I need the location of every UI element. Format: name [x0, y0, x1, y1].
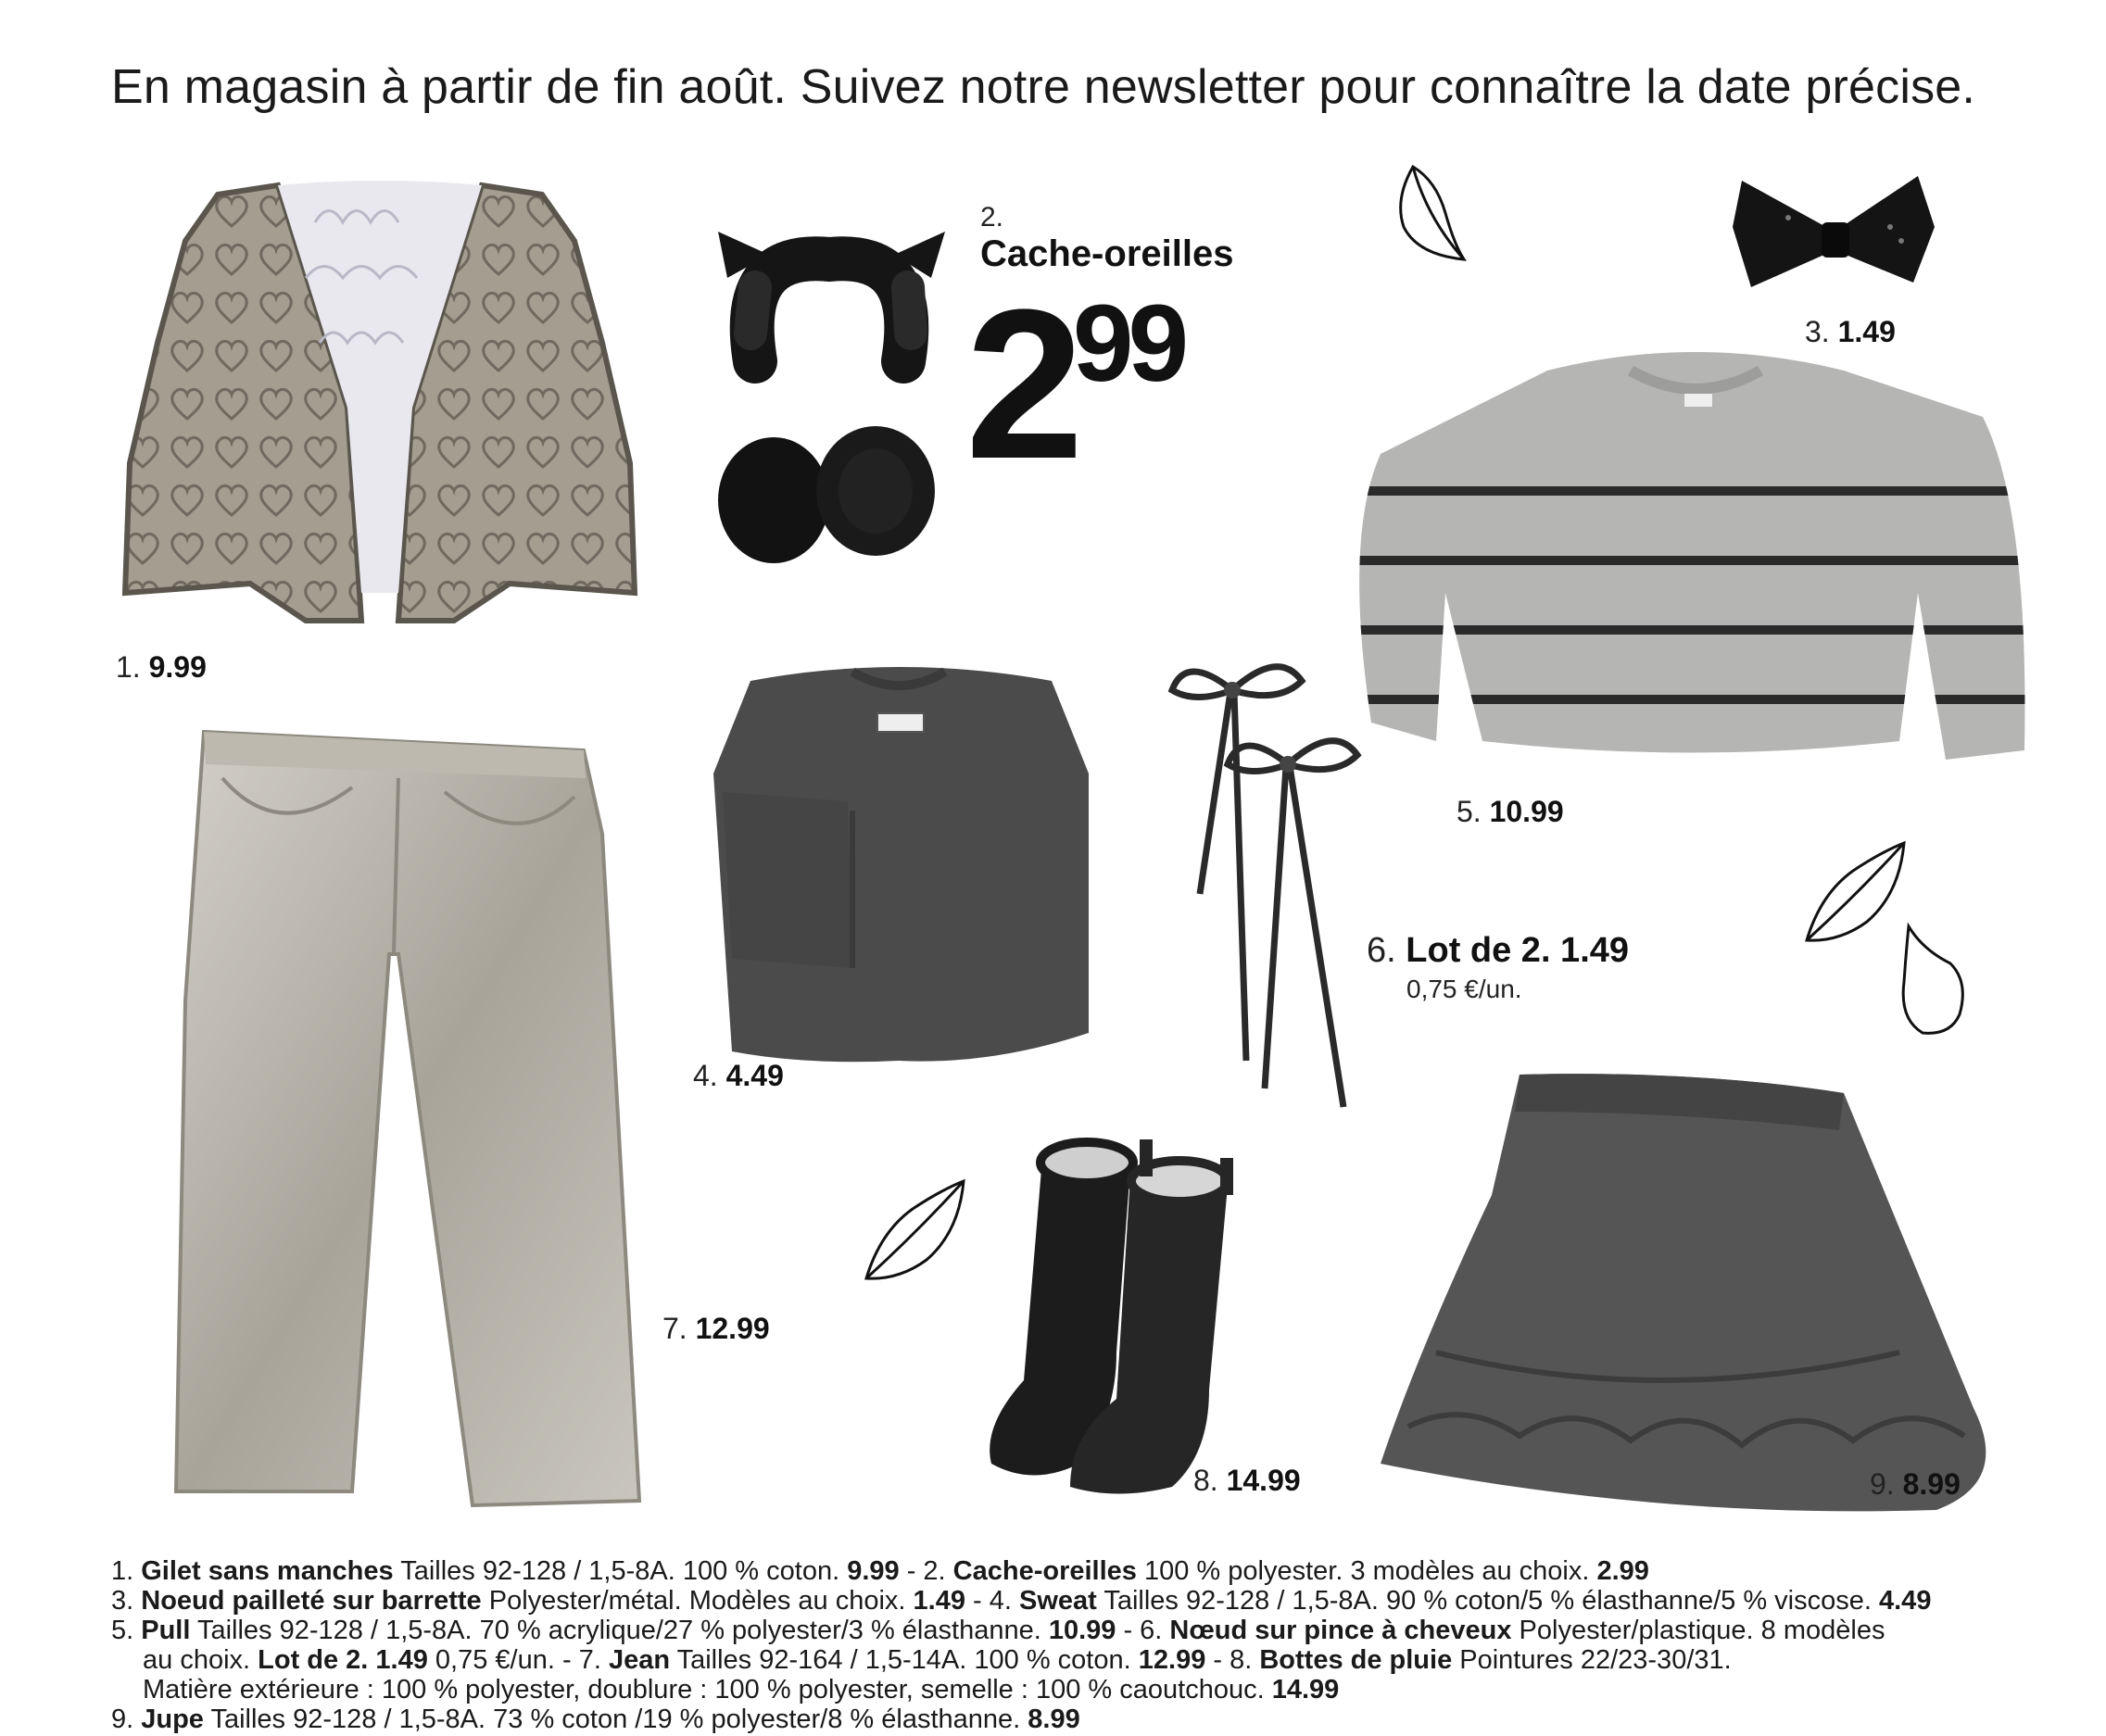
jeans-image: [167, 723, 649, 1510]
footer-bold-text: 9.99: [847, 1556, 900, 1586]
footer-text: Polyester/plastique. 8 modèles: [1511, 1616, 1885, 1645]
footer-bold-text: 2.99: [1596, 1556, 1649, 1586]
footer-text: Tailles 92-164 / 1,5-14A. 100 % coton.: [670, 1645, 1139, 1675]
footer-text: Polyester/métal. Modèles au choix.: [481, 1586, 914, 1616]
price-tag: [1805, 315, 1896, 349]
footer-bold-text: Bottes de pluie: [1259, 1645, 1453, 1675]
footer-text: - 4.: [965, 1586, 1019, 1616]
footer-bold-text: Noeud pailleté sur barrette: [141, 1586, 482, 1616]
price-tag-number: 3.: [1805, 315, 1830, 348]
footer-line: [111, 1556, 2075, 1586]
lot-number: 6.: [1367, 931, 1396, 970]
price-tag-price: 4.49: [725, 1059, 784, 1092]
price-tag: [1457, 795, 1564, 829]
footer-text: 1.: [111, 1556, 142, 1586]
footer-line: [111, 1586, 2075, 1616]
striped-sweater-image: [1343, 352, 2038, 778]
footer-text: Tailles 92-128 / 1,5-8A. 90 % coton/5 % élasthanne/5 % viscose.: [1096, 1586, 1879, 1616]
skirt-image: [1381, 1075, 2011, 1519]
footer-text: Tailles 92-128 / 1,5-8A. 70 % acrylique/27 % polyester/3 % élasthanne.: [190, 1616, 1049, 1645]
footer-bold-text: 8.99: [1028, 1705, 1080, 1734]
footer-bold-text: Sweat: [1018, 1586, 1097, 1616]
footer-text: Tailles 92-128 / 1,5-8A. 100 % coton.: [393, 1556, 848, 1586]
footer-text: Pointures 22/23-30/31.: [1452, 1645, 1732, 1675]
footer-bold-text: Gilet sans manches: [141, 1556, 394, 1586]
product-details-footer: [111, 1556, 2075, 1734]
footer-line: [111, 1675, 2075, 1705]
price-tag-price: 8.99: [1902, 1467, 1961, 1501]
price-tag-number: 7.: [662, 1312, 687, 1345]
price-tag: [693, 1059, 784, 1093]
footer-bold-text: Jupe: [141, 1705, 204, 1734]
price-tag-price: 1.49: [1837, 315, 1896, 348]
footer-bold-text: 4.49: [1879, 1586, 1932, 1616]
footer-line: [111, 1645, 2075, 1675]
featured-name: Cache-oreilles: [980, 233, 1234, 274]
price-tag-number: 4.: [693, 1059, 718, 1092]
footer-bold-text: 10.99: [1048, 1616, 1116, 1645]
footer-bold-text: Cache-oreilles: [952, 1556, 1137, 1586]
footer-text: - 6.: [1116, 1616, 1170, 1645]
price-tag-price: 9.99: [148, 650, 207, 684]
price-tag-number: 9.: [1870, 1467, 1895, 1501]
bow-image: [1733, 171, 1936, 301]
footer-text: 5.: [111, 1616, 142, 1645]
lot-label: Lot de 2. 1.49: [1406, 931, 1630, 970]
price-tag: [116, 650, 207, 685]
footer-text: - 8.: [1205, 1645, 1260, 1675]
footer-bold-text: Nœud sur pince à cheveux: [1169, 1616, 1512, 1645]
footer-text: Tailles 92-128 / 1,5-8A. 73 % coton /19 % polyester/8 % élasthanne.: [203, 1705, 1028, 1734]
earmuffs-image: [700, 232, 959, 565]
price-tag-number: 1.: [116, 650, 141, 684]
footer-bold-text: 1.49: [913, 1586, 965, 1616]
price-tag-number: 5.: [1457, 795, 1482, 828]
vest-image: [120, 185, 639, 648]
footer-bold-text: Lot de 2. 1.49: [258, 1645, 428, 1675]
footer-text: 3.: [111, 1586, 142, 1616]
dark-sweater-image: [713, 662, 1089, 1070]
footer-text: 100 % polyester. 3 modèles au choix.: [1136, 1556, 1597, 1586]
price-tag-price: 14.99: [1226, 1464, 1301, 1497]
price-tag: [662, 1312, 770, 1346]
footer-bold-text: Jean: [608, 1645, 671, 1675]
leaf-icon: [1895, 926, 1969, 1038]
price-tag-price: 10.99: [1489, 795, 1564, 828]
price-tag: [1193, 1464, 1301, 1498]
leaf-icon: [862, 1176, 968, 1283]
footer-line: [111, 1705, 2075, 1734]
featured-number: 2.: [980, 202, 1004, 233]
footer-bold-text: 14.99: [1271, 1675, 1340, 1705]
rain-boots-image: [977, 1130, 1274, 1501]
leaf-icon: [1390, 162, 1473, 264]
price-tag-number: 8.: [1193, 1464, 1218, 1497]
price-tag-price: 12.99: [695, 1312, 770, 1345]
footer-text: 9.: [111, 1705, 142, 1734]
footer-line: [111, 1616, 2075, 1645]
lot-price-tag: [1367, 931, 1629, 971]
price-tag: [1870, 1467, 1961, 1502]
footer-text: Matière extérieure : 100 % polyester, doublure : 100 % polyester, semelle : 100 % caoutchouc.: [143, 1675, 1272, 1705]
ribbon-clips-image: [1158, 662, 1381, 1116]
featured-price-dec: 99: [1072, 283, 1184, 405]
leaf-icon: [1802, 838, 1909, 945]
lot-unit-price: 0,75 €/un.: [1406, 975, 1522, 1003]
featured-price-int: 2: [965, 265, 1073, 503]
footer-bold-text: Pull: [141, 1616, 191, 1645]
featured-price: [965, 265, 1184, 503]
footer-text: au choix.: [143, 1645, 259, 1675]
headline: En magasin à partir de fin août. Suivez notre newsletter pour connaître la date précise.: [111, 60, 1976, 114]
footer-bold-text: 12.99: [1138, 1645, 1206, 1675]
footer-text: - 2.: [899, 1556, 953, 1586]
footer-text: 0,75 €/un. - 7.: [427, 1645, 609, 1675]
